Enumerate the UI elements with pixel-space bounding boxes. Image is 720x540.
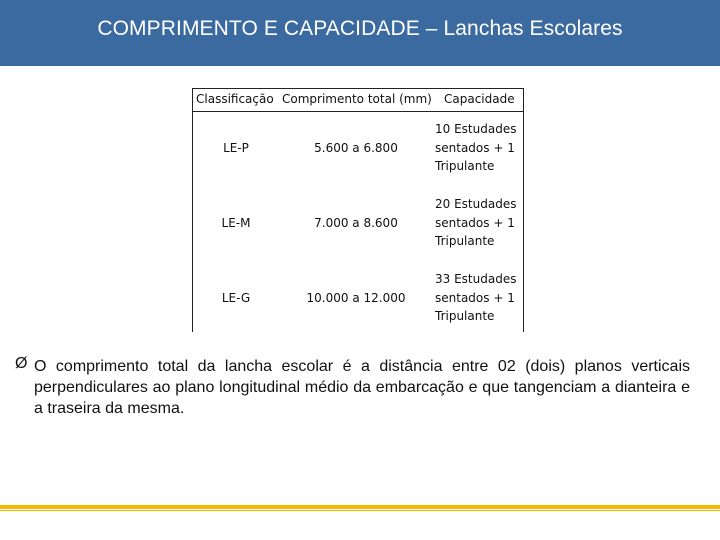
- table-row: [193, 188, 523, 263]
- table-header: [193, 89, 523, 112]
- cell-length: 5.600 a 6.800: [314, 141, 398, 155]
- column-header-classification: Classificação: [196, 92, 274, 106]
- cell-length: 10.000 a 12.000: [306, 291, 406, 305]
- column-header-capacity: Capacidade: [444, 92, 515, 106]
- capacity-line: sentados + 1: [435, 215, 515, 230]
- cell-capacity: [435, 120, 525, 176]
- capacity-line: Tripulante: [435, 234, 495, 249]
- cell-classification: LE-P: [223, 141, 249, 155]
- table-row: [193, 263, 523, 338]
- capacity-line: sentados + 1: [435, 290, 515, 305]
- capacity-line: 33 Estudades: [435, 272, 517, 286]
- page-title: COMPRIMENTO E CAPACIDADE – Lanchas Escolares: [97, 17, 623, 40]
- cell-capacity: [435, 195, 525, 251]
- capacity-line: 10 Estudades: [435, 122, 517, 136]
- capacity-line: Tripulante: [435, 309, 495, 324]
- capacity-line: 20 Estudades: [435, 197, 517, 211]
- cell-classification: LE-G: [221, 291, 251, 305]
- definition-text: O comprimento total da lancha escolar é a distância entre 02 (dois) planos verticais perpendiculares ao plano longitudinal médio da embarcação e que tangenciam a dianteira e a traseira da mesma.: [34, 358, 690, 417]
- capacity-line: sentados + 1: [435, 140, 515, 155]
- capacity-table: [192, 88, 524, 332]
- table-row: [193, 113, 523, 188]
- footer-accent-line-thin: [0, 510, 720, 511]
- cell-classification: LE-M: [221, 216, 251, 230]
- footer-accent-line: [0, 505, 720, 509]
- cell-length: 7.000 a 8.600: [314, 216, 398, 230]
- bullet-arrow-icon: Ø: [15, 355, 28, 372]
- column-header-length: Comprimento total (mm): [282, 92, 432, 106]
- title-bar: [0, 0, 720, 66]
- capacity-line: Tripulante: [435, 159, 495, 174]
- cell-capacity: [435, 270, 525, 326]
